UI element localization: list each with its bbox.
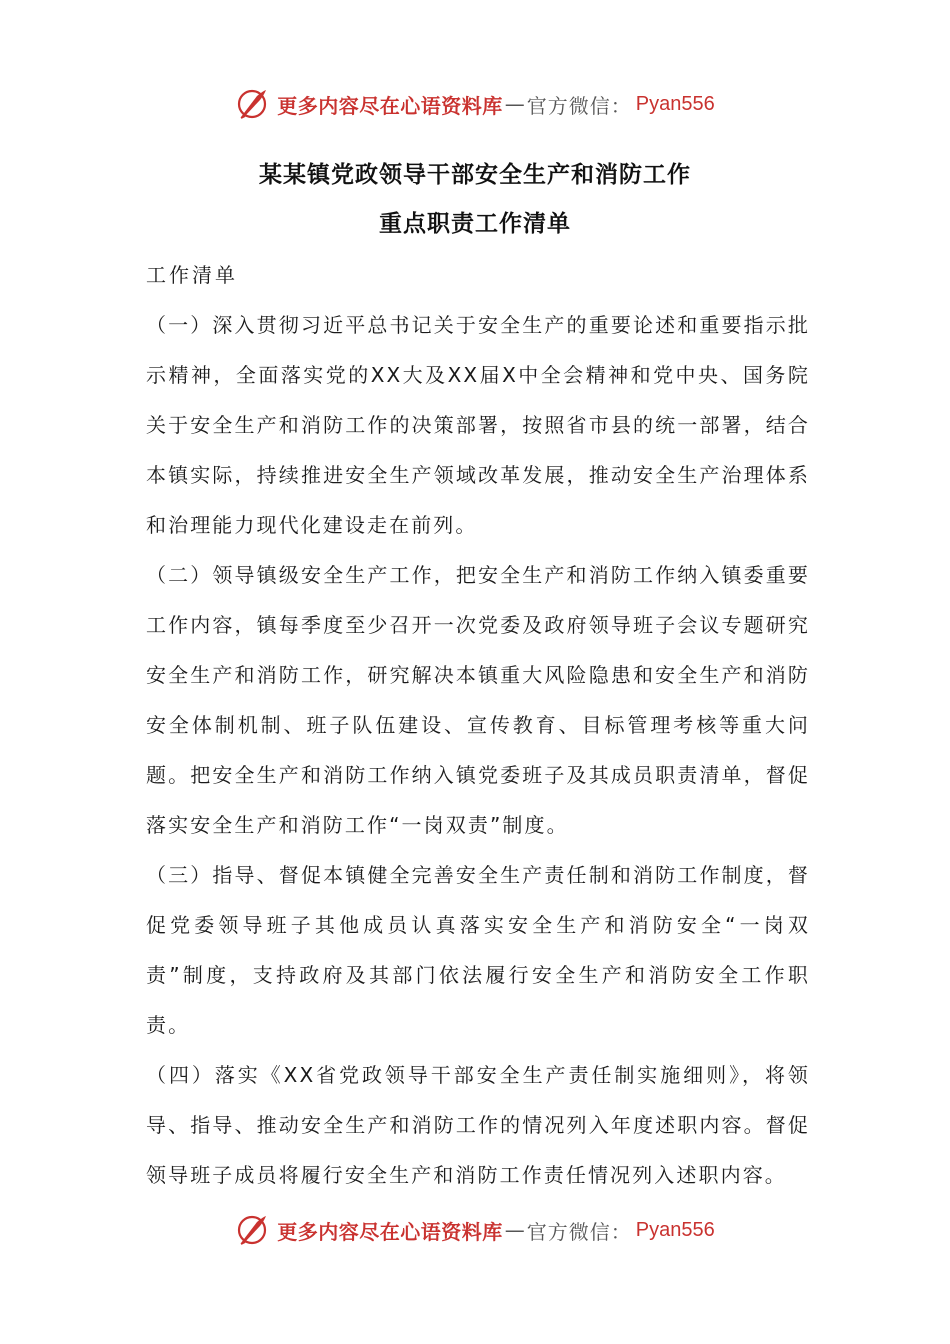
section-heading: 工作清单 xyxy=(146,263,238,287)
quill-pen-logo-icon xyxy=(235,87,269,121)
document-body xyxy=(146,250,810,1200)
paragraph-3: （三）指导、督促本镇健全完善安全生产责任制和消防工作制度，督促党委领导班子其他成员认真落实安全生产和消防安全“一岗双责”制度，支持政府及其部门依法履行安全生产和消防安全工作职责。 xyxy=(146,863,810,1037)
paragraph-1: （一）深入贯彻习近平总书记关于安全生产的重要论述和重要指示批示精神，全面落实党的XX大及XX届X中全会精神和党中央、国务院关于安全生产和消防工作的决策部署，按照省市县的统一部署，结合本镇实际，持续推进安全生产领域改革发展，推动安全生产治理体系和治理能力现代化建设走在前列。 xyxy=(146,313,810,537)
document-title-line-2: 重点职责工作清单 xyxy=(379,211,571,237)
watermark-brand-text: 更多内容尽在心语资料库 xyxy=(277,93,503,118)
watermark-wechat-handle: Pyan556 xyxy=(635,1218,715,1241)
paragraph-4: （四）落实《XX省党政领导干部安全生产责任制实施细则》，将领导、指导、推动安全生产和消防工作的情况列入年度述职内容。督促领导班子成员将履行安全生产和消防工作责任情况列入述职内容。 xyxy=(146,1063,810,1187)
watermark-separator: — xyxy=(504,92,525,116)
document-title-line-1: 某某镇党政领导干部安全生产和消防工作 xyxy=(259,162,691,188)
quill-pen-logo-icon xyxy=(235,1213,269,1247)
watermark-wechat-handle: Pyan556 xyxy=(635,92,715,115)
watermark-tagline: 官方微信： xyxy=(526,1219,632,1244)
watermark-brand-text: 更多内容尽在心语资料库 xyxy=(277,1219,503,1244)
watermark-tagline: 官方微信： xyxy=(526,93,632,118)
watermark-banner-bottom xyxy=(0,1210,950,1250)
watermark-separator: — xyxy=(504,1218,525,1242)
watermark-banner-top xyxy=(0,84,950,124)
paragraph-2: （二）领导镇级安全生产工作，把安全生产和消防工作纳入镇委重要工作内容，镇每季度至少召开一次党委及政府领导班子会议专题研究安全生产和消防工作，研究解决本镇重大风险隐患和安全生产和消防安全体制机制、班子队伍建设、宣传教育、目标管理考核等重大问题。把安全生产和消防工作纳入镇党委班子及其成员职责清单，督促落实安全生产和消防工作“一岗双责”制度。 xyxy=(146,563,810,837)
